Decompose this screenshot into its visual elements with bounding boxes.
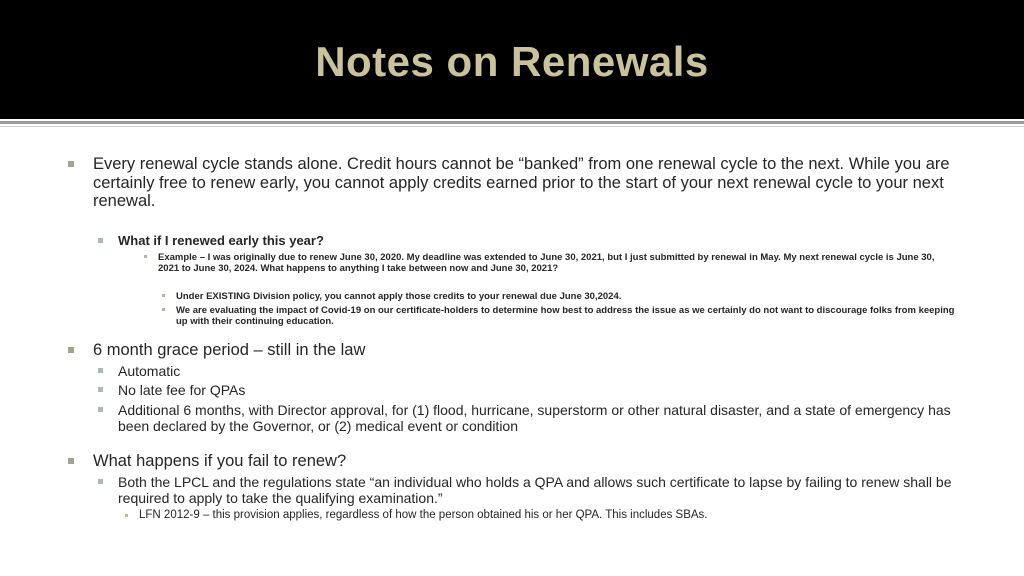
slide-title: Notes on Renewals xyxy=(315,38,709,85)
bullet-text: Automatic xyxy=(118,363,181,379)
bullet-square-icon xyxy=(68,458,74,464)
bullet-square-icon xyxy=(98,238,103,243)
bullet-text: Both the LPCL and the regulations state “an individual who holds a QPA and allows such certificate to lapse by failing to renew shall be required to apply to take the qualifying examination.” xyxy=(118,474,952,506)
bullet-square-icon xyxy=(162,308,165,311)
bullet-text: What happens if you fail to renew? xyxy=(93,452,347,470)
title-divider xyxy=(0,121,1024,124)
bullet-square-icon xyxy=(125,514,128,517)
bullet-text: What if I renewed early this year? xyxy=(118,233,324,248)
bullet-grace-period xyxy=(93,341,973,360)
bullet-lpcl-regulations xyxy=(118,474,958,506)
bullet-text: Under EXISTING Division policy, you cannot apply those credits to your renewal due June 30,2024. xyxy=(176,291,622,302)
bullet-text: Every renewal cycle stands alone. Credit hours cannot be “banked” from one renewal cycle to the next. While you are certainly free to renew early, you cannot apply credits earned prior to the start of your next renewal cycle to your next renewal. xyxy=(93,155,950,210)
bullet-text: We are evaluating the impact of Covid-19 on our certificate-holders to determine how best to address the issue as we certainly do not want to discourage folks from keeping up with their continuing education. xyxy=(176,305,955,327)
bullet-additional-months xyxy=(118,402,958,434)
bullet-square-icon xyxy=(144,255,147,258)
bullet-no-late-fee xyxy=(118,382,958,398)
bullet-square-icon xyxy=(98,368,103,373)
bullet-fail-to-renew xyxy=(93,452,973,471)
bullet-text: LFN 2012-9 – this provision applies, regardless of how the person obtained his or her QPA. This includes SBAs. xyxy=(139,509,708,521)
bullet-example xyxy=(158,252,958,274)
bullet-square-icon xyxy=(98,387,103,392)
bullet-square-icon xyxy=(98,407,103,412)
bullet-renewed-early xyxy=(118,233,938,249)
title-divider-thin xyxy=(0,126,1024,127)
bullet-existing-policy xyxy=(176,291,956,302)
bullet-square-icon xyxy=(162,294,165,297)
bullet-covid-evaluation xyxy=(176,305,956,327)
bullet-text: No late fee for QPAs xyxy=(118,382,246,398)
bullet-text: 6 month grace period – still in the law xyxy=(93,341,366,359)
bullet-automatic xyxy=(118,363,958,379)
bullet-square-icon xyxy=(98,479,103,484)
bullet-text: Additional 6 months, with Director approval, for (1) flood, hurricane, superstorm or other natural disaster, and a state of emergency has been declared by the Governor, or (2) medical event or condition xyxy=(118,402,951,434)
bullet-banked-credits xyxy=(93,155,973,211)
bullet-square-icon xyxy=(68,347,74,353)
bullet-lfn-2012-9 xyxy=(139,509,959,522)
bullet-text: Example – I was originally due to renew June 30, 2020. My deadline was extended to June 30, 2021, but I just submitted by renewal in May. My next renewal cycle is June 30, 2021 to June 30, 2024. What happens to anything I take between now and June 30, 2021? xyxy=(158,252,935,274)
bullet-square-icon xyxy=(68,161,74,167)
